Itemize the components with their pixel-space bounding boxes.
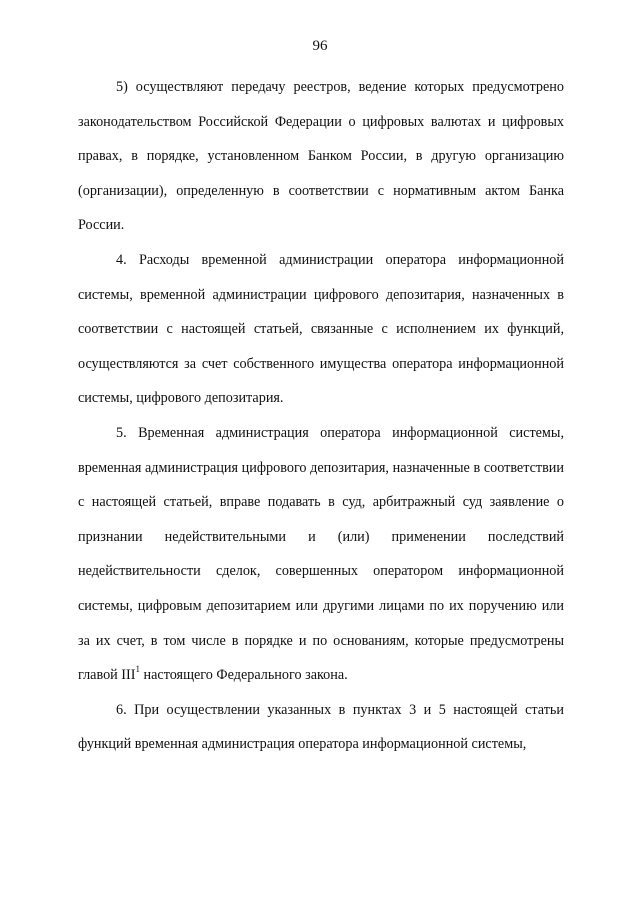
paragraph-point-6: 6. При осуществлении указанных в пунктах 3 и 5 настоящей статьи функций временная администрация оператора информационной системы, xyxy=(78,701,564,753)
document-body xyxy=(78,70,564,762)
paragraph-item-5: 5) осуществляют передачу реестров, ведение которых предусмотрено законодательством Российской Федерации о цифровых валютах и цифровых правах, в порядке, установленном Банком России, в другую организацию (организации), определенную в соответствии с нормативным актом Банка России. xyxy=(78,79,564,234)
paragraph-point-5-text-end: настоящего Федерального закона. xyxy=(139,667,348,684)
paragraph-point-4: 4. Расходы временной администрации оператора информационной системы, временной администрации цифрового депозитария, назначенных в соответствии с настоящей статьей, связанные с исполнением их функций, осуществляются за счет собственного имущества оператора информационной системы, цифрового депозитария. xyxy=(78,251,564,407)
paragraph-point-5-text: 5. Временная администрация оператора информационной системы, временная администрация цифрового депозитария, назначенные в соответствии с настоящей статьей, вправе подавать в суд, арбитражный суд заявление о признании недействительными и (или) применении последствий недействительности сделок, совершенных оператором информационной системы, цифровым депозитарием или другими лицами по их поручению или за их счет, в том числе в порядке и по основаниям, которые предусмотрены главой III xyxy=(78,424,564,684)
paragraph-point-5 xyxy=(78,416,564,693)
page-number: 96 xyxy=(312,38,328,54)
chapter-superscript: 1 xyxy=(135,664,140,675)
